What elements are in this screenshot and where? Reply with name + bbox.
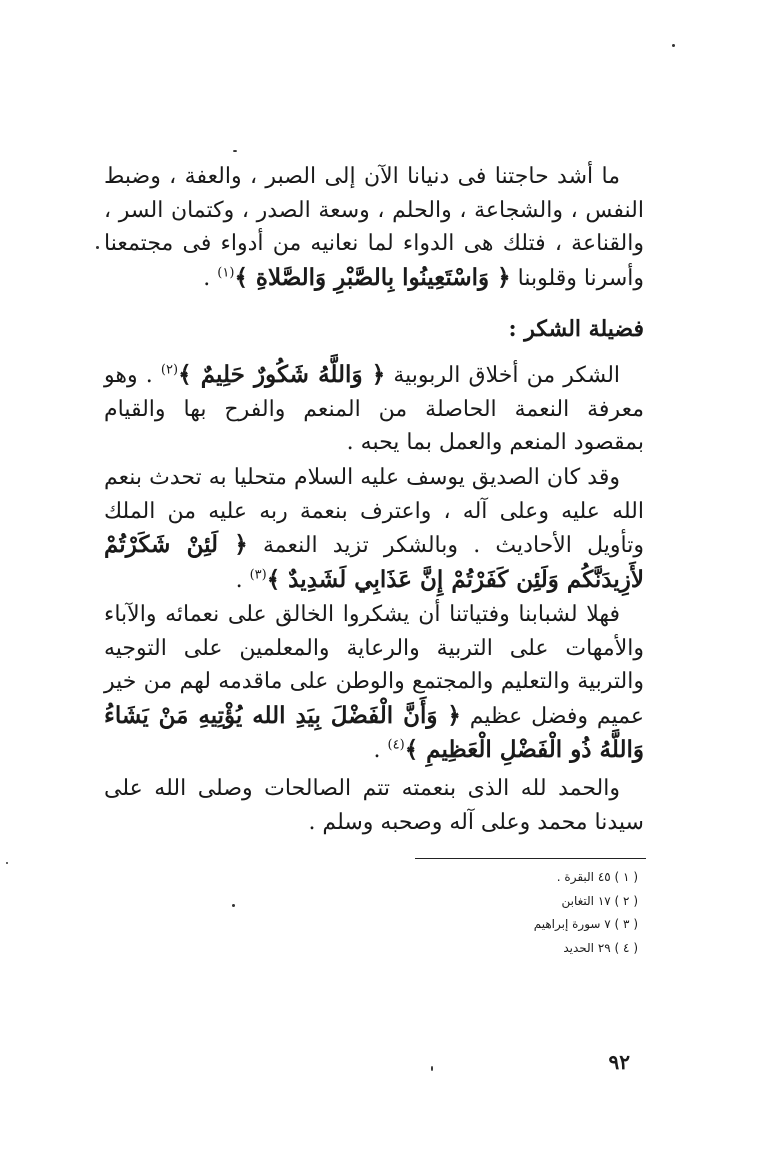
paragraph-2-text-1: الشكر من أخلاق الربوبية bbox=[393, 363, 621, 388]
section-heading: فضيلة الشكر : bbox=[508, 316, 644, 342]
paragraph-5-text: والحمد لله الذى بنعمته تتم الصالحات وصلى الله على سيدنا محمد وعلى آله وصحبه وسلم . bbox=[104, 776, 644, 835]
footnote-item: ( ١ ) ٤٥ البقرة . bbox=[556, 870, 638, 884]
scan-speck bbox=[232, 904, 235, 907]
footnote-item: ( ٣ ) ٧ سورة إبراهيم bbox=[533, 917, 638, 931]
paragraph-4 bbox=[104, 598, 644, 768]
scan-speck bbox=[6, 862, 8, 864]
footnote-ref-4: (٤) bbox=[387, 737, 405, 753]
paragraph-3-text: وقد كان الصديق يوسف عليه السلام متحليا به تحدث بنعم الله عليه وعلى آله ، واعترف بنعمة ربه عليه من الملك وتأويل الأحاديث . وبالشكر تزيد النعمة bbox=[104, 465, 644, 558]
paragraph-2 bbox=[104, 358, 644, 460]
footnote-ref-1: (١) bbox=[217, 265, 235, 281]
paragraph-1-tail: . bbox=[203, 265, 211, 291]
page-number: ٩٢ bbox=[608, 1050, 630, 1074]
paragraph-4-tail: . bbox=[373, 738, 381, 763]
footnote-divider bbox=[415, 858, 646, 859]
paragraph-3-tail: . bbox=[235, 567, 243, 593]
footnote-ref-3: (٣) bbox=[249, 567, 267, 583]
paragraph-5 bbox=[104, 772, 644, 839]
footnote-item: ( ٤ ) ٢٩ الحديد bbox=[563, 940, 638, 955]
paragraph-1 bbox=[104, 160, 644, 295]
paragraph-2-text-2: . وهو معرفة النعمة الحاصلة من المنعم والفرح بها والقيام بمقصود المنعم والعمل بما يحبه . bbox=[104, 363, 644, 455]
footnote-item: ( ٢ ) ١٧ التغابن bbox=[561, 893, 638, 908]
paragraph-3 bbox=[104, 461, 644, 597]
quran-verse-3: ﴿ لَئِنْ شَكَرْتُمْ لأَزِيدَنَّكُم وَلَئِن كَفَرْتُمْ إِنَّ عَذَابِي لَشَدِيدٌ ﴾ bbox=[104, 531, 644, 593]
scan-speck bbox=[233, 150, 237, 152]
scan-speck bbox=[431, 1066, 433, 1071]
footnote-ref-2: (٢) bbox=[160, 362, 179, 378]
scan-speck bbox=[672, 44, 675, 47]
quran-verse-4: ﴿ وَأَنَّ الْفَضْلَ بِيَدِ الله يُؤْتِيهِ مَنْ يَشَاءُ وَاللَّهُ ذُو الْفَضْلِ الْعَظِيمِ ﴾ bbox=[104, 701, 644, 763]
quran-verse-1: ﴿ وَاسْتَعِينُوا بِالصَّبْرِ وَالصَّلاةِ ﴾ bbox=[234, 263, 511, 291]
paragraph-4-text: فهلا لشبابنا وفتياتنا أن يشكروا الخالق على نعمائه والآباء والأمهات على التربية والرعاية والمعلمين على التوجيه والتربية والتعليم والمجتمع والوطن على ماقدمه لهم من خير عميم وفضل عظيم bbox=[104, 602, 644, 729]
paragraph-1-text: ما أشد حاجتنا فى دنيانا الآن إلى الصبر ، والعفة ، وضبط النفس ، والشجاعة ، والحلم ، وسعة الصدر ، وكتمان السر ، والقناعة ، فتلك هى الدواء لما نعانيه من أدواء فى مجتمعنا وأسرنا وقلوبنا bbox=[104, 164, 644, 291]
quran-verse-2: ﴿ وَاللَّهُ شَكُورٌ حَلِيمٌ ﴾ bbox=[178, 361, 386, 388]
footnotes-list bbox=[400, 866, 638, 960]
scan-speck bbox=[96, 246, 99, 249]
